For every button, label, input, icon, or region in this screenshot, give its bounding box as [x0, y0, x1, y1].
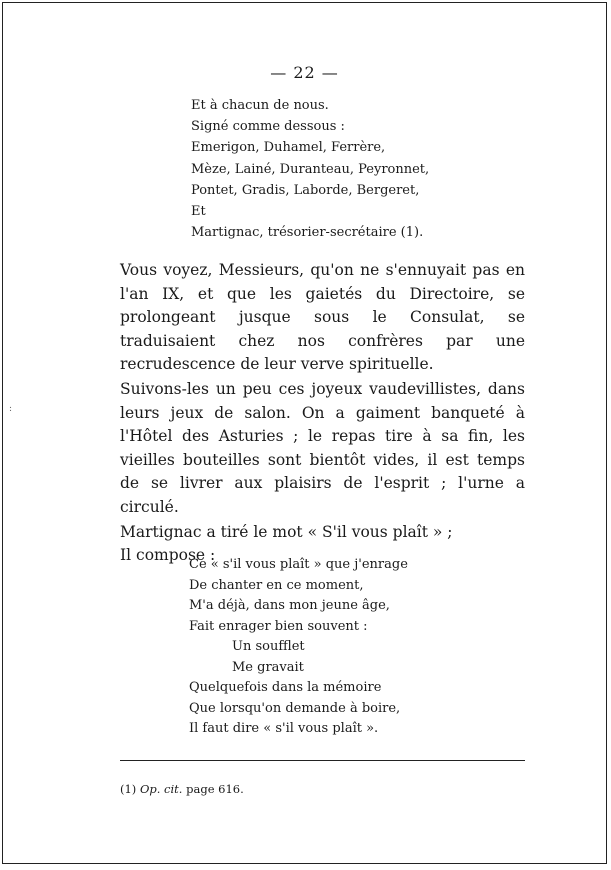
footnote-marker: (1) [120, 782, 137, 796]
page-number: — 22 — [270, 63, 339, 82]
paragraph: Vous voyez, Messieurs, qu'on ne s'ennuyait pas en l'an IX, et que les gaietés du Directoire, se prolongeant jusque sous le Consulat, se traduisaient chez nos confrères par une recrudescence de leur verve spirituelle. [120, 261, 525, 374]
poem-line: Me gravait [232, 659, 304, 675]
footnote-reference: Op. cit. [139, 782, 183, 796]
paragraph: Suivons-les un peu ces joyeux vaudevillistes, dans leurs jeux de salon. On a gaiment banqueté à l'Hôtel des Asturies ; le repas tire à sa fin, les vieilles bouteilles sont bientôt vides, il est temps de se livrer aux plaisirs de l'esprit ; l'urne a circulé. [120, 379, 525, 516]
signature-line: Signé comme dessous : [191, 119, 345, 135]
paragraph: Martignac a tiré le mot « S'il vous plaît » ; [120, 522, 453, 541]
poem-line: M'a déjà, dans mon jeune âge, [189, 598, 390, 613]
signature-block [191, 95, 429, 243]
signature-line: Emerigon, Duhamel, Ferrère, [191, 140, 386, 156]
poem-line: Que lorsqu'on demande à boire, [189, 700, 401, 716]
footnote-divider [120, 760, 525, 761]
footnote [120, 782, 244, 796]
signature-line: Mèze, Lainé, Duranteau, Peyronnet, [191, 161, 430, 177]
poem-block [189, 555, 408, 740]
poem-line: Un soufflet [232, 639, 305, 654]
poem-line: Ce « s'il vous plaît » que j'enrage [189, 557, 408, 572]
body-text [120, 259, 525, 568]
margin-mark: : [9, 404, 13, 414]
signature-line: Et [191, 204, 206, 220]
poem-line: De chanter en ce moment, [189, 577, 364, 593]
poem-line: Il faut dire « s'il vous plaît ». [189, 721, 379, 736]
footnote-page: page 616. [186, 782, 244, 796]
document-page [2, 2, 607, 864]
poem-line: Fait enrager bien souvent : [189, 618, 368, 634]
poem-line: Quelquefois dans la mémoire [189, 680, 382, 695]
signature-line: Martignac, trésorier-secrétaire (1). [191, 225, 424, 241]
signature-line: Pontet, Gradis, Laborde, Bergeret, [191, 182, 420, 198]
paragraph: Il compose : [120, 546, 216, 565]
signature-line: Et à chacun de nous. [191, 98, 329, 113]
